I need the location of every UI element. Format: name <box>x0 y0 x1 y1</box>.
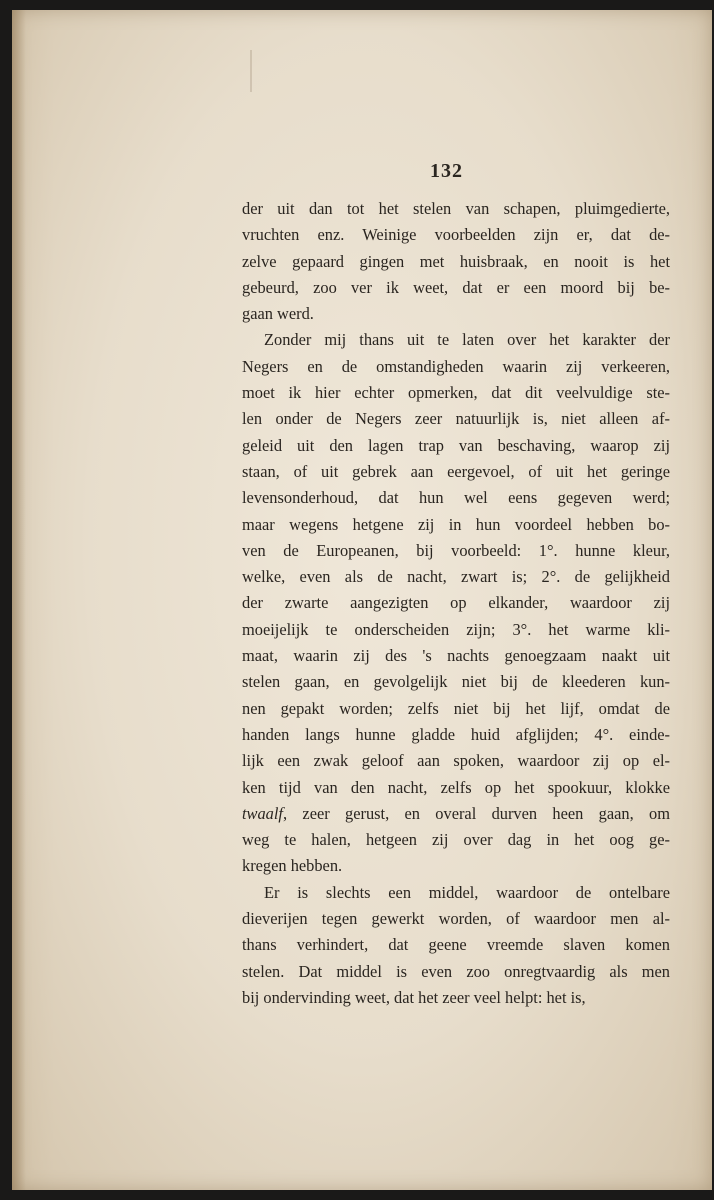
italic-word: twaalf <box>242 803 283 823</box>
text-line: gaan werd. <box>242 304 314 324</box>
text-line: moet ik hier echter opmerken, dat dit veelvuldige ste- <box>242 383 670 403</box>
paragraph-2 <box>242 327 670 879</box>
text-line: lijk een zwak geloof aan spoken, waardoor zij op el- <box>242 751 670 771</box>
paragraph-3 <box>242 880 670 1011</box>
text-line: ken tijd van den nacht, zelfs op het spookuur, klokke <box>242 777 670 797</box>
text-line: stelen. Dat middel is even zoo onregtvaardig als men <box>242 961 670 981</box>
text-line: Er is slechts een middel, waardoor de ontelbare <box>264 882 670 902</box>
text-line: moeijelijk te onderscheiden zijn; 3°. het warme kli- <box>242 619 670 639</box>
page-number: 132 <box>430 160 463 182</box>
text-line: geleid uit den lagen trap van beschaving, waarop zij <box>242 435 670 455</box>
paragraph-1 <box>242 196 670 327</box>
text-line: welke, even als de nacht, zwart is; 2°. de gelijkheid <box>242 567 670 587</box>
text-line: nen gepakt worden; zelfs niet bij het lijf, omdat de <box>242 698 670 718</box>
text-line: zelve gepaard gingen met huisbraak, en nooit is het <box>242 251 670 271</box>
text-line: bij ondervinding weet, dat het zeer veel helpt: het is, <box>242 987 586 1007</box>
text-line: maat, waarin zij des 's nachts genoegzaam naakt uit <box>242 646 670 666</box>
text-line: staan, of uit gebrek aan eergevoel, of uit het geringe <box>242 461 670 481</box>
text-line: der uit dan tot het stelen van schapen, pluimgedierte, <box>242 199 670 218</box>
paper-crease <box>250 50 252 92</box>
text-line: thans verhindert, dat geene vreemde slaven komen <box>242 935 670 955</box>
text-line: weg te halen, hetgeen zij over dag in het oog ge- <box>242 830 670 850</box>
text-line: dieverijen tegen gewerkt worden, of waardoor men al- <box>242 909 670 929</box>
book-page <box>12 10 712 1190</box>
text-line: handen langs hunne gladde huid afglijden; 4°. einde- <box>242 724 670 744</box>
text-line: kregen hebben. <box>242 856 343 876</box>
text-line: Zonder mij thans uit te laten over het karakter der <box>264 330 670 350</box>
text-line: levensonderhoud, dat hun wel eens gegeven werd; <box>242 488 670 508</box>
text-line: der zwarte aangezigten op elkander, waardoor zij <box>242 593 670 613</box>
text-line: Negers en de omstandigheden waarin zij verkeeren, <box>242 356 670 376</box>
text-line: maar wegens hetgene zij in hun voordeel hebben bo- <box>242 514 670 534</box>
text-line: stelen gaan, en gevolgelijk niet bij de kleederen kun- <box>242 672 670 692</box>
text-line: len onder de Negers zeer natuurlijk is, niet alleen af- <box>242 409 670 429</box>
text-line: twaalf, zeer gerust, en overal durven heen gaan, om <box>242 803 670 823</box>
text-line: gebeurd, zoo ver ik weet, dat er een moord bij be- <box>242 277 670 297</box>
body-text <box>242 196 670 1011</box>
text-line: ven de Europeanen, bij voorbeeld: 1°. hunne kleur, <box>242 540 670 560</box>
text-line: vruchten enz. Weinige voorbeelden zijn er, dat de- <box>242 225 670 245</box>
